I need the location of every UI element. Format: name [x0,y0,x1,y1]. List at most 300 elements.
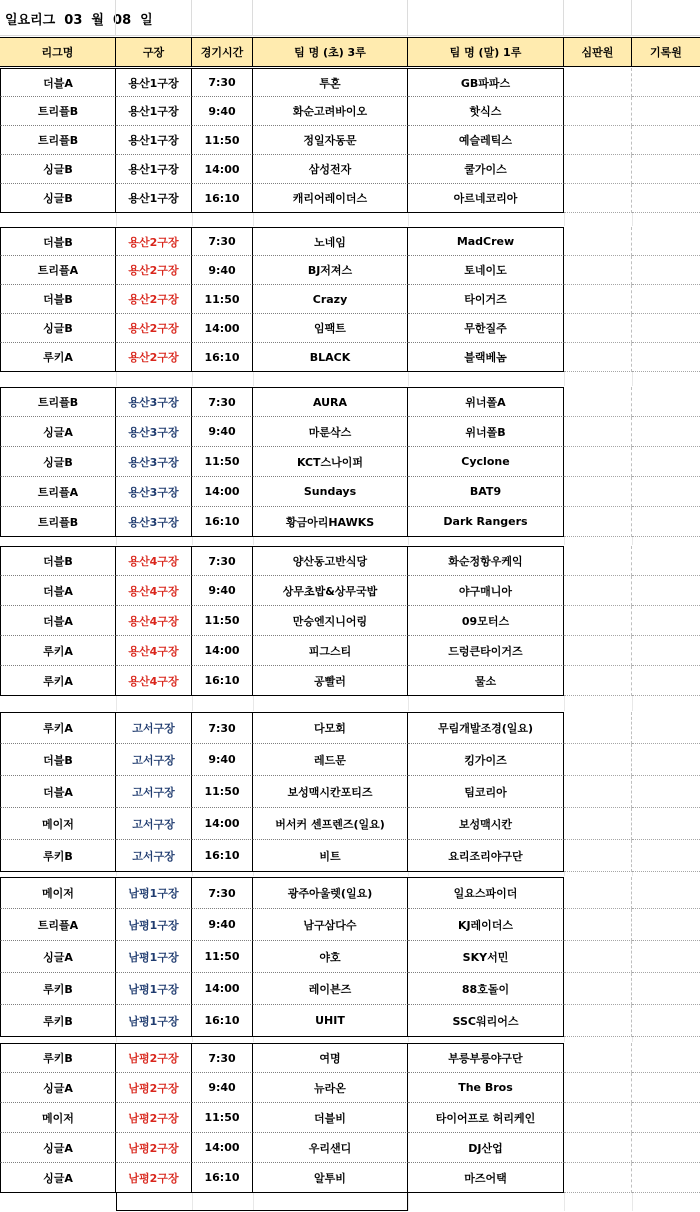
scorer-cell [632,1073,700,1103]
scorer-cell [632,1005,700,1037]
away-team-cell: 핫식스 [408,97,564,126]
gridline [192,696,193,711]
away-team-cell: 일요스파이더 [408,877,564,909]
away-team-cell: 요리조리야구단 [408,840,564,872]
league-cell: 싱글B [0,447,116,477]
gridline [407,0,408,36]
gridline [564,213,565,226]
away-team-cell: MadCrew [408,227,564,256]
time-cell: 9:40 [192,576,253,606]
gridline [408,1193,409,1211]
title-row [0,0,700,36]
gridline [564,1037,565,1042]
umpire-cell [564,666,632,696]
umpire-cell [564,184,632,213]
umpire-cell [564,877,632,909]
time-cell: 9:40 [192,417,253,447]
umpire-cell [564,1103,632,1133]
gridline [253,872,254,876]
gridline [253,537,254,545]
away-team-cell: 마즈어택 [408,1163,564,1193]
league-cell: 트리플B [0,387,116,417]
umpire-cell [564,507,632,537]
league-cell: 트리플B [0,126,116,155]
umpire-cell [564,606,632,636]
umpire-cell [564,227,632,256]
time-cell: 16:10 [192,343,253,372]
gridline [564,872,565,876]
league-cell: 루키B [0,840,116,872]
scorer-cell [632,840,700,872]
time-cell: 16:10 [192,184,253,213]
home-team-cell: BLACK [253,343,408,372]
venue-cell: 고서구장 [116,840,192,872]
league-cell: 루키A [0,712,116,744]
table-row [0,576,700,606]
venue-cell: 용산2구장 [116,285,192,314]
umpire-cell [564,314,632,343]
away-team-cell: 화순정항우케익 [408,546,564,576]
gridline [564,696,565,711]
gridline [116,1037,117,1042]
umpire-cell [564,285,632,314]
home-team-cell: 임팩트 [253,314,408,343]
league-cell: 싱글A [0,1073,116,1103]
venue-cell: 남평1구장 [116,1005,192,1037]
time-cell: 14:00 [192,636,253,666]
scorer-cell [632,285,700,314]
league-cell: 루키B [0,1005,116,1037]
gridline [564,537,565,545]
home-team-cell: 야호 [253,941,408,973]
time-cell: 16:10 [192,1005,253,1037]
home-team-cell: 삼성전자 [253,155,408,184]
venue-cell: 용산2구장 [116,343,192,372]
gridline [192,537,193,545]
venue-cell: 고서구장 [116,712,192,744]
table-row [0,666,700,696]
spacer-row [0,213,700,226]
table-row [0,227,700,256]
gridline [191,0,192,36]
home-team-cell: 상무초밥&상무국밥 [253,576,408,606]
home-team-cell: 보성맥시칸포티즈 [253,776,408,808]
table-row [0,973,700,1005]
league-cell: 싱글A [0,1163,116,1193]
header-away-team: 팀 명 (말) 1루 [408,38,564,66]
gridline [252,0,253,36]
table-row [0,126,700,155]
spacer-row [0,872,700,876]
time-cell: 9:40 [192,97,253,126]
umpire-cell [564,1073,632,1103]
header-home-team: 팀 명 (초) 3루 [253,38,408,66]
league-cell: 더블A [0,606,116,636]
scorer-cell [632,1133,700,1163]
time-cell: 16:10 [192,840,253,872]
umpire-cell [564,712,632,744]
away-team-cell: 킹가이즈 [408,744,564,776]
time-cell: 11:50 [192,606,253,636]
home-team-cell: BJ저져스 [253,256,408,285]
home-team-cell: 비트 [253,840,408,872]
home-team-cell: 정일자동문 [253,126,408,155]
away-team-cell: Cyclone [408,447,564,477]
table-row [0,155,700,184]
spacer-row [0,537,700,545]
home-team-cell: Crazy [253,285,408,314]
gridline [408,1037,409,1042]
home-team-cell: 노네임 [253,227,408,256]
spacer-row [0,372,700,386]
venue-cell: 용산4구장 [116,576,192,606]
umpire-cell [564,576,632,606]
scorer-cell [632,155,700,184]
table-row [0,1043,700,1073]
header-umpire: 심판원 [564,38,632,66]
league-cell: 메이저 [0,1103,116,1133]
home-team-cell: 레드문 [253,744,408,776]
venue-cell: 남평1구장 [116,877,192,909]
away-team-cell: 쿨가이스 [408,155,564,184]
time-cell: 14:00 [192,477,253,507]
venue-cell: 용산3구장 [116,387,192,417]
scorer-cell [632,877,700,909]
league-cell: 더블A [0,576,116,606]
away-team-cell: BAT9 [408,477,564,507]
scorer-cell [632,941,700,973]
venue-cell: 용산1구장 [116,68,192,97]
page-title: 일요리그 03 월 08 일 [5,13,153,28]
gridline [116,537,117,545]
umpire-cell [564,1133,632,1163]
table-row [0,744,700,776]
away-team-cell: 토네이도 [408,256,564,285]
league-cell: 트리플B [0,507,116,537]
table-row [0,97,700,126]
venue-cell: 남평1구장 [116,909,192,941]
league-cell: 싱글A [0,417,116,447]
away-team-cell: KJ레이더스 [408,909,564,941]
scorer-cell [632,1163,700,1193]
away-team-cell: 무림개발조경(일요) [408,712,564,744]
table-row [0,1163,700,1193]
venue-cell: 용산2구장 [116,314,192,343]
umpire-cell [564,808,632,840]
home-team-cell: AURA [253,387,408,417]
league-cell: 메이저 [0,808,116,840]
venue-cell: 남평2구장 [116,1103,192,1133]
header-scorer: 기록원 [650,46,682,59]
venue-cell: 고서구장 [116,808,192,840]
table-row [0,1005,700,1037]
table-row [0,606,700,636]
gridline [116,372,117,386]
league-cell: 더블A [0,68,116,97]
time-cell: 9:40 [192,744,253,776]
table-row [0,387,700,417]
time-cell: 9:40 [192,1073,253,1103]
table-row [0,1103,700,1133]
table-row [0,877,700,909]
scorer-cell [632,776,700,808]
umpire-cell [564,417,632,447]
venue-cell: 남평2구장 [116,1133,192,1163]
blank-row-frame [116,1193,408,1211]
league-cell: 싱글A [0,941,116,973]
umpire-cell [564,1005,632,1037]
home-team-cell: 우리샌디 [253,1133,408,1163]
away-team-cell: Dark Rangers [408,507,564,537]
scorer-cell [632,546,700,576]
league-cell: 루키B [0,1043,116,1073]
league-cell: 트리플A [0,256,116,285]
umpire-cell [564,343,632,372]
gridline [632,213,633,226]
venue-cell: 남평1구장 [116,973,192,1005]
venue-cell: 남평1구장 [116,941,192,973]
gridline [253,696,254,711]
venue-cell: 남평2구장 [116,1073,192,1103]
gridline [253,372,254,386]
home-team-cell: 만승엔지니어링 [253,606,408,636]
table-row [0,840,700,872]
table-row [0,776,700,808]
gridline [564,1193,565,1211]
gridline [632,872,633,876]
gridline [192,872,193,876]
gridline [632,372,633,386]
umpire-cell [564,97,632,126]
table-row [0,256,700,285]
home-team-cell: 투혼 [253,68,408,97]
venue-cell: 남평2구장 [116,1043,192,1073]
home-team-cell: 광주아울렛(일요) [253,877,408,909]
time-cell: 7:30 [192,227,253,256]
table-row [0,417,700,447]
home-team-cell: 뉴라온 [253,1073,408,1103]
scorer-cell [632,636,700,666]
league-cell: 트리플B [0,97,116,126]
home-team-cell: Sundays [253,477,408,507]
header-league: 리그명 [0,38,116,66]
spacer-row [0,696,700,711]
umpire-cell [564,840,632,872]
home-team-cell: 피그스티 [253,636,408,666]
umpire-cell [564,776,632,808]
venue-cell: 용산3구장 [116,447,192,477]
time-cell: 14:00 [192,1133,253,1163]
table-row [0,507,700,537]
home-team-cell: 캐리어레이더스 [253,184,408,213]
home-team-cell: 버서커 센프렌즈(일요) [253,808,408,840]
away-team-cell: 무한질주 [408,314,564,343]
venue-cell: 용산3구장 [116,507,192,537]
time-cell: 7:30 [192,712,253,744]
away-team-cell: 아르네코리아 [408,184,564,213]
league-cell: 싱글B [0,314,116,343]
umpire-cell [564,387,632,417]
venue-cell: 용산4구장 [116,636,192,666]
scorer-cell [632,477,700,507]
away-team-cell: 예슬레틱스 [408,126,564,155]
venue-cell: 고서구장 [116,744,192,776]
scorer-cell [632,126,700,155]
time-cell: 7:30 [192,1043,253,1073]
time-cell: 7:30 [192,877,253,909]
table-row [0,285,700,314]
away-team-cell: 블랙베놈 [408,343,564,372]
scorer-cell [632,666,700,696]
away-team-cell: 위너폴A [408,387,564,417]
scorer-cell [632,447,700,477]
scorer-cell [632,576,700,606]
away-team-cell: SKY서민 [408,941,564,973]
scorer-cell [632,507,700,537]
time-cell: 11:50 [192,1103,253,1133]
gridline [563,0,564,36]
home-team-cell: 양산동고반식당 [253,546,408,576]
table-row [0,477,700,507]
scorer-cell [632,314,700,343]
league-cell: 더블B [0,285,116,314]
time-cell: 14:00 [192,155,253,184]
umpire-cell [564,909,632,941]
time-cell: 11:50 [192,447,253,477]
scorer-cell [632,1043,700,1073]
venue-cell: 용산4구장 [116,606,192,636]
gridline [632,1193,633,1211]
scorer-cell [632,68,700,97]
umpire-cell [564,744,632,776]
gridline [408,372,409,386]
scorer-cell [632,227,700,256]
time-cell: 7:30 [192,546,253,576]
header-venue: 구장 [116,38,192,66]
league-cell: 싱글A [0,1133,116,1163]
time-cell: 7:30 [192,68,253,97]
table-row [0,447,700,477]
table-row [0,314,700,343]
venue-cell: 고서구장 [116,776,192,808]
scorer-cell [632,256,700,285]
umpire-cell [564,155,632,184]
league-cell: 메이저 [0,877,116,909]
home-team-cell: 화순고려바이오 [253,97,408,126]
umpire-cell [564,68,632,97]
time-cell: 11:50 [192,776,253,808]
table-row [0,712,700,744]
away-team-cell: GB파파스 [408,68,564,97]
gridline [116,213,117,226]
league-cell: 싱글B [0,184,116,213]
time-cell: 14:00 [192,973,253,1005]
table-row [0,636,700,666]
venue-cell: 남평2구장 [116,1163,192,1193]
table-row [0,808,700,840]
umpire-cell [564,1043,632,1073]
gridline [192,372,193,386]
venue-cell: 용산1구장 [116,184,192,213]
table-row [0,546,700,576]
gridline [408,213,409,226]
league-cell: 싱글B [0,155,116,184]
table-row [0,184,700,213]
away-team-cell: 야구매니아 [408,576,564,606]
gridline [192,1037,193,1042]
umpire-cell [564,1163,632,1193]
away-team-cell: 물소 [408,666,564,696]
gridline [632,696,633,711]
scorer-cell [632,417,700,447]
away-team-cell: SSC워리어스 [408,1005,564,1037]
scorer-cell [632,606,700,636]
league-cell: 루키A [0,636,116,666]
gridline [116,872,117,876]
home-team-cell: 마룬삭스 [253,417,408,447]
time-cell: 7:30 [192,387,253,417]
away-team-cell: 보성맥시칸 [408,808,564,840]
home-team-cell: UHIT [253,1005,408,1037]
time-cell: 11:50 [192,126,253,155]
umpire-cell [564,256,632,285]
away-team-cell: 09모터스 [408,606,564,636]
umpire-cell [564,126,632,155]
gridline [116,696,117,711]
time-cell: 16:10 [192,666,253,696]
away-team-cell: DJ산업 [408,1133,564,1163]
gridline [408,696,409,711]
home-team-cell: KCT스나이퍼 [253,447,408,477]
gridline [631,0,632,36]
table-row [0,1133,700,1163]
league-cell: 루키A [0,666,116,696]
table-row [0,1073,700,1103]
gridline [253,213,254,226]
away-team-cell: 위너폴B [408,417,564,447]
table-header [0,37,700,67]
umpire-cell [564,447,632,477]
away-team-cell: The Bros [408,1073,564,1103]
gridline [192,213,193,226]
umpire-cell [564,941,632,973]
gridline [115,0,116,36]
home-team-cell: 공빨러 [253,666,408,696]
home-team-cell: 남구삼다수 [253,909,408,941]
league-cell: 더블A [0,776,116,808]
home-team-cell: 레이븐즈 [253,973,408,1005]
gridline [253,1037,254,1042]
time-cell: 11:50 [192,285,253,314]
venue-cell: 용산2구장 [116,256,192,285]
away-team-cell: 타이어프로 허리케인 [408,1103,564,1133]
league-cell: 트리플A [0,909,116,941]
time-cell: 16:10 [192,507,253,537]
umpire-cell [564,636,632,666]
time-cell: 16:10 [192,1163,253,1193]
venue-cell: 용산1구장 [116,155,192,184]
home-team-cell: 알투비 [253,1163,408,1193]
gridline [632,537,633,545]
scorer-cell [632,387,700,417]
scorer-cell [632,343,700,372]
scorer-cell [632,973,700,1005]
gridline [408,872,409,876]
home-team-cell: 다모회 [253,712,408,744]
spacer-row [0,1037,700,1042]
table-row [0,68,700,97]
scorer-cell [632,184,700,213]
